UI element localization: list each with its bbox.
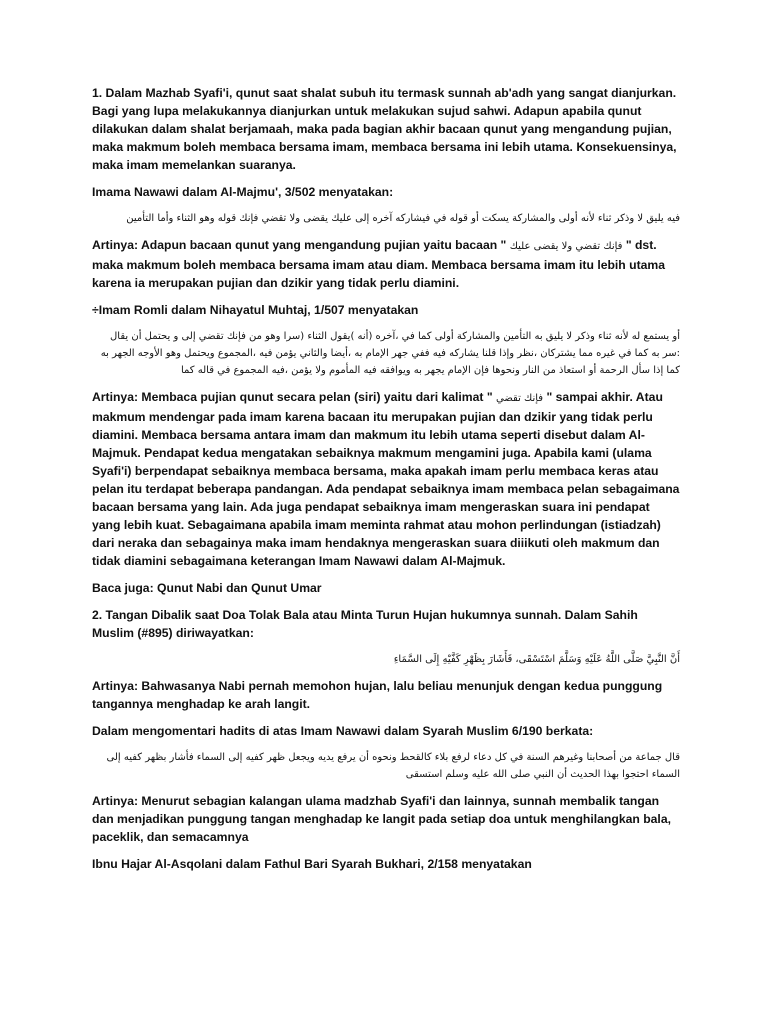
artinya-1-post: " dst. maka makmum boleh membaca bersama imam atau diam. Membaca bersama imam itu lebih utama karena ia merupakan pujian dan dzikir yang tidak perlu diamini. [92, 238, 666, 290]
artinya-2-post: " sampai akhir. Atau makmum mendengar pada imam karena bacaan itu merupakan pujian dan dzikir yang tidak perlu diamini. Membaca bersama antara imam dan makmum itu lebih utama seperti disebut dalam Al-Majmuk. Pendapat kedua mengatakan sebaiknya makmum mengamini juga. Apabila kami (ulama Syafi'i) berpendapat sebaiknya membaca bersama, maka apakah imam perlu membaca keras atau pelan itu terdapat beberapa pandangan. Ada pendapat sebaiknya imam membaca pelan sebagaimana bacaan bersama yang lain. Ada juga pendapat sebaiknya imam mengeraskan suara ini pendapat yang lebih kuat. Sebagaimana apabila imam meminta rahmat atau mohon perlindungan (istiadzah) dari neraka dan sebagainya maka imam hendaknya mengeraskan suara diiikuti oleh makmum dan tidak diamini sebagaimana keterangan Imam Nawawi dalam Al-Majmuk. [92, 390, 680, 568]
artinya-2-arabic: فإنك تقضي [496, 393, 544, 404]
paragraph-mazhab-syafii: 1. Dalam Mazhab Syafi'i, qunut saat shalat subuh itu termask sunnah ab'adh yang sangat dianjurkan. Bagi yang lupa melakukannya dianjurkan untuk melakukan sujud sahwi. Adapun apabila qunut dilakukan dalam shalat berjamaah, maka pada bagian akhir bacaan qunut yang mengandung pujian, maka makmum boleh membaca bersama imam, membaca bersama ini lebih utama. Konsekuensinya, maka imam memelankan suaranya. [92, 86, 677, 172]
arabic-quote-romli: أو يستمع له لأنه ثناء وذكر لا يليق به التأمين والمشاركة أولى كما في ،آخره (أنه )يقول الثناء (سرا وهو من فإنك تقضي إلى و يحتمل أن يقال :سر به كما في غيره مما يشتركان ،نظر وإذا قلنا يشاركه فيه ففي جهر الإمام به ،أيضا والثاني يؤمن فيه ،المجموع ويحتمل وهو الأوجه الجهر به كما إذا سأل الرحمة أو استعاذ من النار ونحوها فإن الإمام يجهر به ويوافقه فيه المأموم ولا يؤمن ،فيه المجموع في قاله كما [100, 331, 680, 376]
document-page [92, 84, 680, 882]
paragraph-nawawi-majmu-heading: Imama Nawawi dalam Al-Majmu', 3/502 menyatakan: [92, 185, 394, 199]
artinya-1-arabic: فإنك تقضي ولا يقضى عليك [509, 241, 623, 252]
arabic-hadith-muslim: أَنَّ النَّبِيَّ صَلَّى اللَّهُ عَلَيْهِ وَسَلَّمَ اسْتَسْقَى، فَأَشَارَ بِظَهْرِ كَفَّيْهِ إِلَى السَّمَاءِ [393, 654, 680, 665]
paragraph-artinya-4: Artinya: Menurut sebagian kalangan ulama madzhab Syafi'i dan lainnya, sunnah membalik tangan dan menjadikan punggung tangan menghadap ke langit pada setiap doa untuk menghilangkan bala, paceklik, dan semacamnya [92, 794, 671, 844]
arabic-quote-syarah-muslim: قال جماعة من أصحابنا وغيرهم السنة في كل دعاء لرفع بلاء كالقحط ونحوه أن يرفع يديه ويجعل ظهر كفيه إلى السماء فأشار بظهر كفيه إلى السماء احتجوا بهذا الحديث أن النبي صلى الله عليه وسلم استسقى [106, 752, 680, 780]
paragraph-nawawi-syarah-heading: Dalam mengomentari hadits di atas Imam Nawawi dalam Syarah Muslim 6/190 berkata: [92, 724, 594, 738]
artinya-1-pre: Artinya: Adapun bacaan qunut yang mengandung pujian yaitu bacaan " [92, 238, 510, 252]
artinya-2-pre: Artinya: Membaca pujian qunut secara pelan (siri) yaitu dari kalimat " [92, 390, 497, 404]
paragraph-artinya-3: Artinya: Bahwasanya Nabi pernah memohon hujan, lalu beliau menunjuk dengan kedua punggung tangannya menghadap ke arah langit. [92, 679, 663, 711]
paragraph-tangan-dibalik: 2. Tangan Dibalik saat Doa Tolak Bala atau Minta Turun Hujan hukumnya sunnah. Dalam Sahih Muslim (#895) diriwayatkan: [92, 608, 638, 640]
paragraph-baca-juga: Baca juga: Qunut Nabi dan Qunut Umar [92, 581, 322, 595]
paragraph-artinya-1 [92, 236, 680, 292]
paragraph-ibnu-hajar-heading: Ibnu Hajar Al-Asqolani dalam Fathul Bari Syarah Bukhari, 2/158 menyatakan [92, 857, 532, 871]
paragraph-romli-heading: ÷Imam Romli dalam Nihayatul Muhtaj, 1/507 menyatakan [92, 303, 419, 317]
paragraph-artinya-2 [92, 388, 680, 570]
arabic-quote-nawawi: فيه يليق لا وذكر ثناء لأنه أولى والمشاركة يسكت أو قوله في فيشاركه آخره إلى عليك يقضى ولا تقضي فإنك قوله وهو الثناء وأما التأمين [126, 213, 680, 224]
